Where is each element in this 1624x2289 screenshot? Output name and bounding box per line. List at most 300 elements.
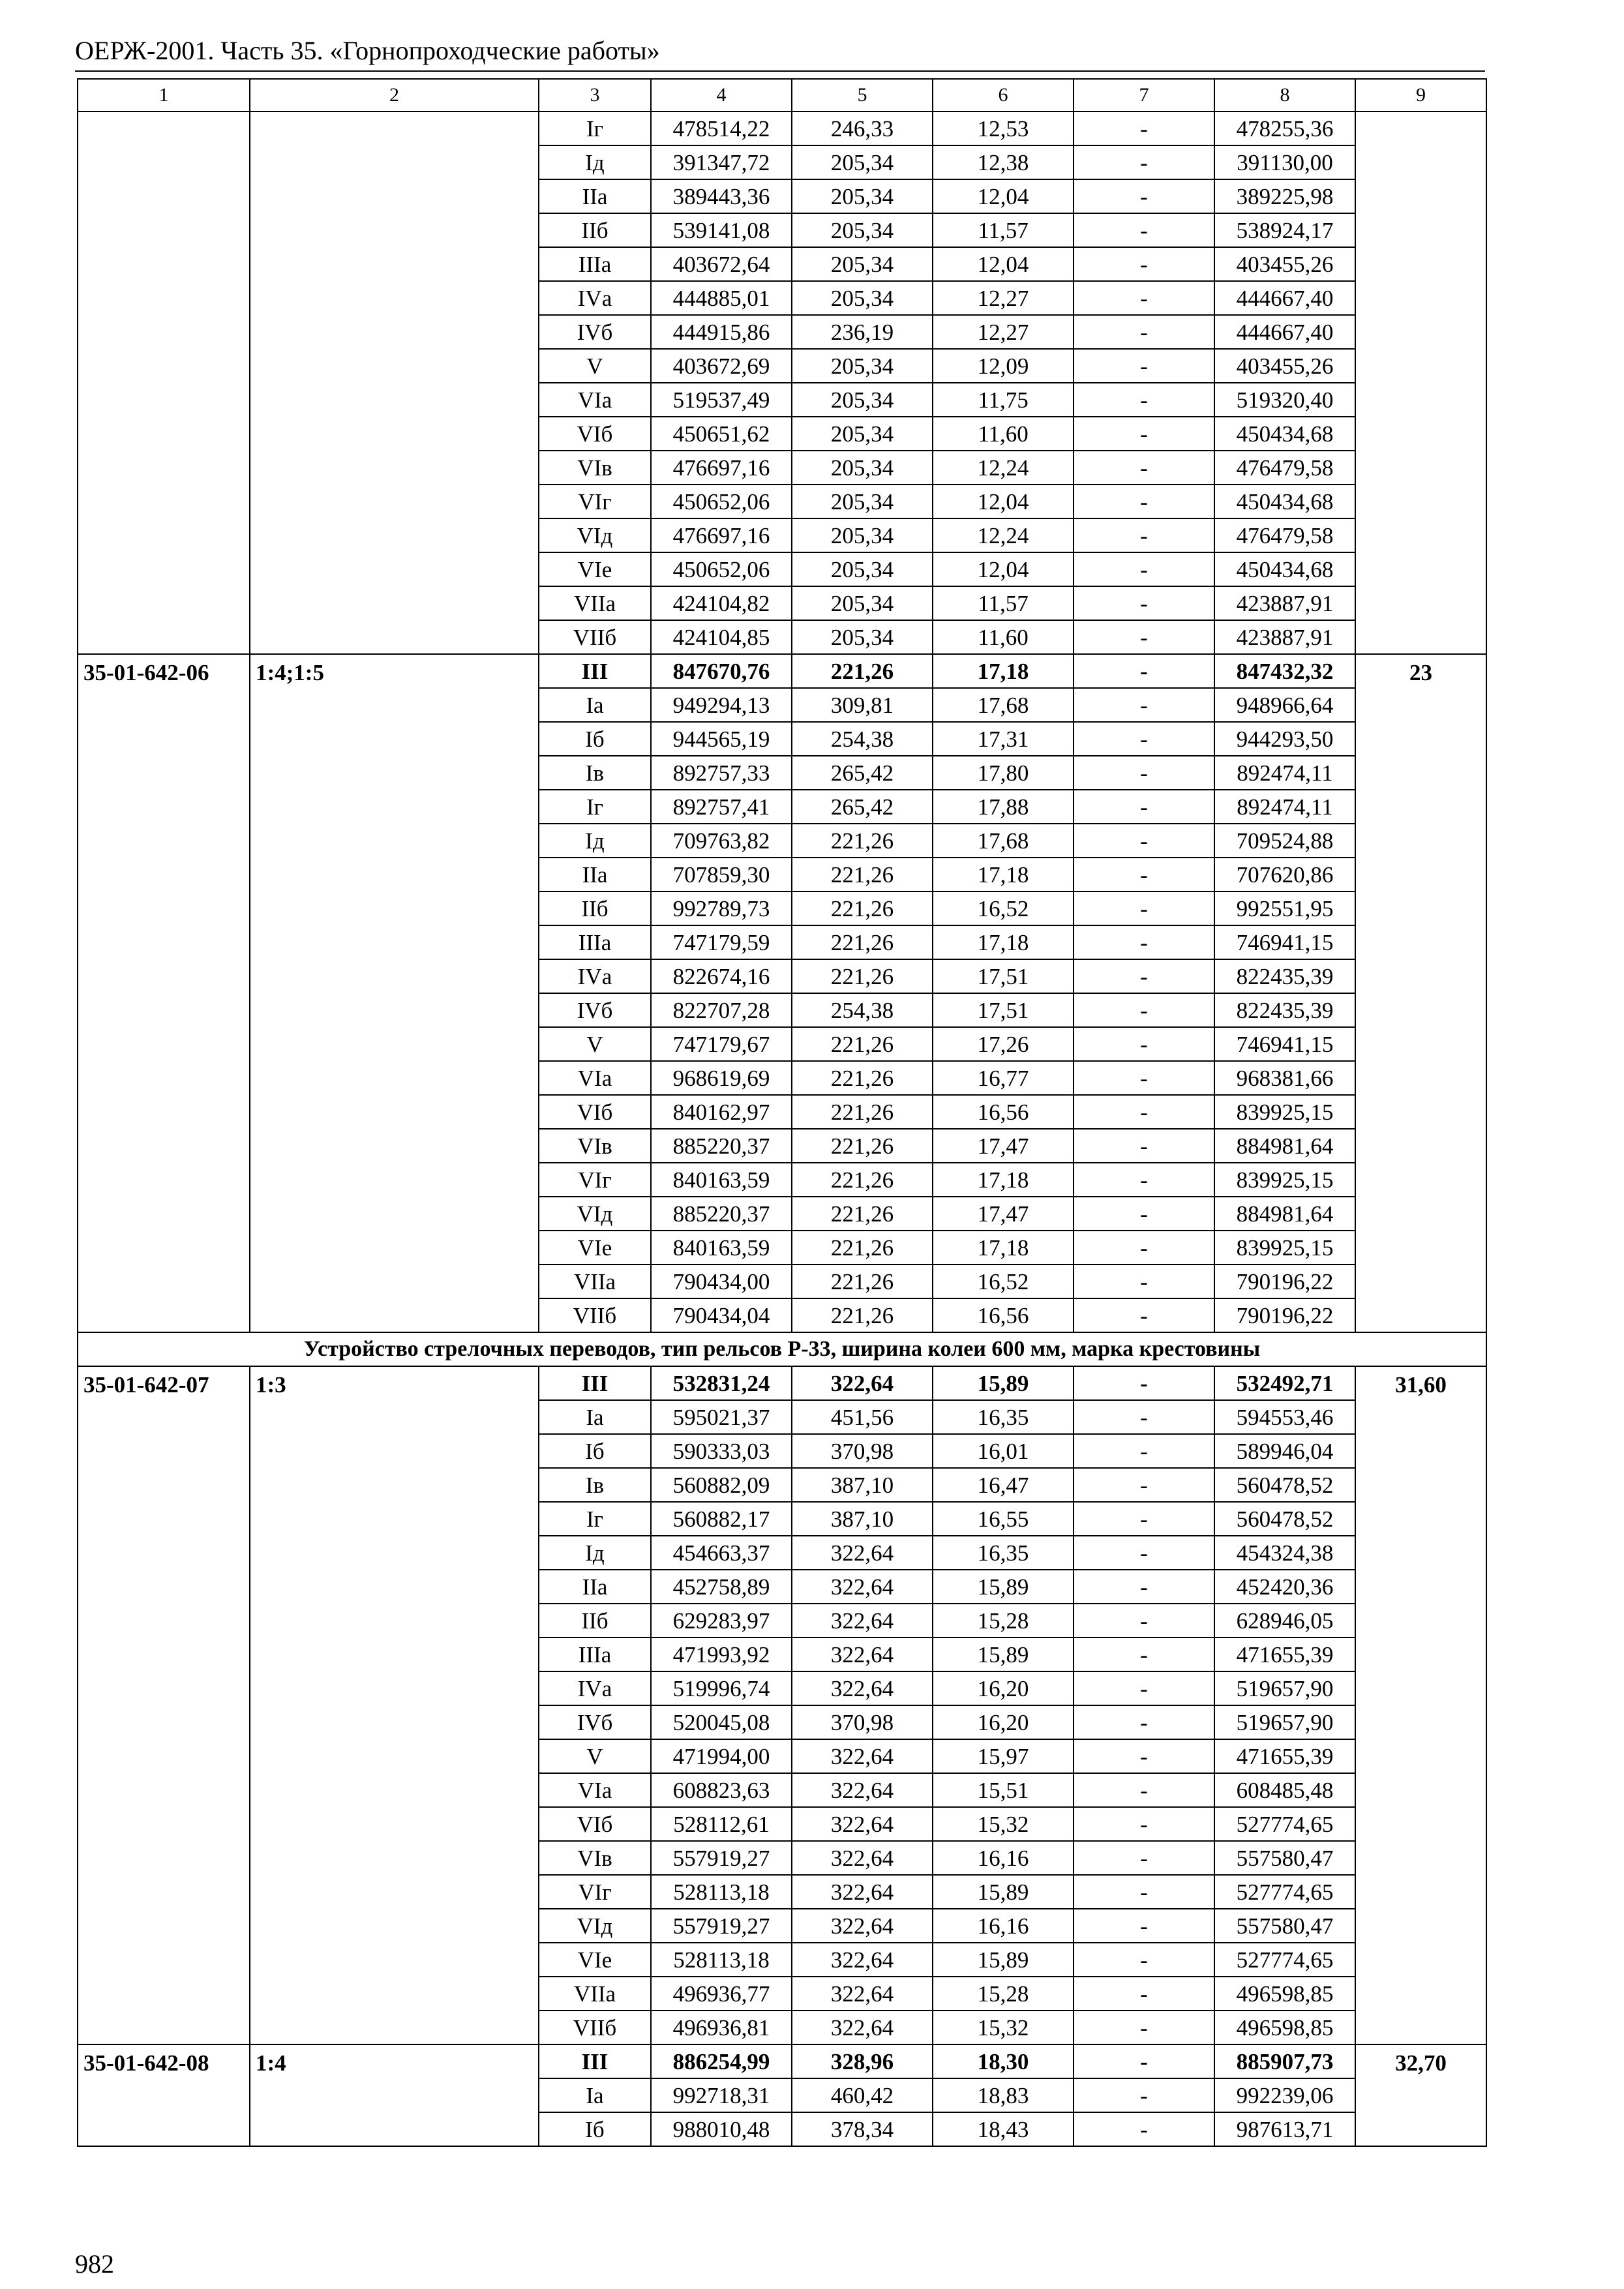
driver-wage-cell: - bbox=[1074, 688, 1214, 722]
category-cell: VIг bbox=[539, 485, 651, 518]
category-cell: VIб bbox=[539, 1807, 651, 1841]
machine-cell: 17,51 bbox=[933, 993, 1074, 1027]
total-cost-cell: 478514,22 bbox=[651, 112, 792, 145]
machine-cell: 12,04 bbox=[933, 485, 1074, 518]
driver-wage-cell: - bbox=[1074, 1604, 1214, 1638]
category-cell: VIIб bbox=[539, 2011, 651, 2044]
total-cost-cell: 892757,33 bbox=[651, 756, 792, 790]
machine-cell: 15,32 bbox=[933, 2011, 1074, 2044]
total-cost-cell: 444915,86 bbox=[651, 315, 792, 349]
crossing-mark-cell: 1:4;1:5 bbox=[250, 654, 539, 1332]
table-row bbox=[78, 112, 1486, 145]
column-number-row bbox=[78, 79, 1486, 112]
material-cost-cell: 707620,86 bbox=[1214, 858, 1355, 891]
material-cost-cell: 560478,52 bbox=[1214, 1468, 1355, 1502]
wage-cell: 221,26 bbox=[792, 1163, 933, 1197]
wage-cell: 328,96 bbox=[792, 2044, 933, 2078]
driver-wage-cell: - bbox=[1074, 1943, 1214, 1977]
driver-wage-cell: - bbox=[1074, 1129, 1214, 1163]
driver-wage-cell: - bbox=[1074, 1502, 1214, 1536]
section-heading-row bbox=[78, 1332, 1486, 1366]
wage-cell: 205,34 bbox=[792, 620, 933, 654]
material-cost-cell: 527774,65 bbox=[1214, 1943, 1355, 1977]
material-cost-cell: 519657,90 bbox=[1214, 1671, 1355, 1705]
category-cell: IVб bbox=[539, 315, 651, 349]
machine-cell: 17,68 bbox=[933, 688, 1074, 722]
machine-cell: 17,18 bbox=[933, 1163, 1074, 1197]
wage-cell: 254,38 bbox=[792, 993, 933, 1027]
total-cost-cell: 885220,37 bbox=[651, 1197, 792, 1231]
category-cell: IIа bbox=[539, 1570, 651, 1604]
category-cell: Iб bbox=[539, 1434, 651, 1468]
driver-wage-cell: - bbox=[1074, 1671, 1214, 1705]
column-number-cell: 4 bbox=[651, 79, 792, 112]
total-cost-cell: 528112,61 bbox=[651, 1807, 792, 1841]
total-cost-cell: 892757,41 bbox=[651, 790, 792, 824]
material-cost-cell: 885907,73 bbox=[1214, 2044, 1355, 2078]
machine-cell: 15,89 bbox=[933, 1875, 1074, 1909]
material-cost-cell: 476479,58 bbox=[1214, 451, 1355, 485]
wage-cell: 322,64 bbox=[792, 1943, 933, 1977]
category-cell: VIIа bbox=[539, 586, 651, 620]
driver-wage-cell: - bbox=[1074, 654, 1214, 688]
driver-wage-cell: - bbox=[1074, 586, 1214, 620]
driver-wage-cell: - bbox=[1074, 824, 1214, 858]
material-cost-cell: 992551,95 bbox=[1214, 891, 1355, 925]
column-number-cell: 8 bbox=[1214, 79, 1355, 112]
machine-cell: 17,26 bbox=[933, 1027, 1074, 1061]
total-cost-cell: 476697,16 bbox=[651, 518, 792, 552]
total-cost-cell: 886254,99 bbox=[651, 2044, 792, 2078]
wage-cell: 205,34 bbox=[792, 145, 933, 179]
material-cost-cell: 594553,46 bbox=[1214, 1400, 1355, 1434]
category-cell: V bbox=[539, 1027, 651, 1061]
driver-wage-cell: - bbox=[1074, 790, 1214, 824]
machine-cell: 17,18 bbox=[933, 925, 1074, 959]
wage-cell: 205,34 bbox=[792, 417, 933, 451]
wage-cell: 221,26 bbox=[792, 858, 933, 891]
machine-cell: 15,51 bbox=[933, 1773, 1074, 1807]
category-cell: VIе bbox=[539, 1943, 651, 1977]
driver-wage-cell: - bbox=[1074, 2011, 1214, 2044]
material-cost-cell: 532492,71 bbox=[1214, 1366, 1355, 1400]
driver-wage-cell: - bbox=[1074, 1468, 1214, 1502]
wage-cell: 221,26 bbox=[792, 1231, 933, 1264]
category-cell: VIд bbox=[539, 1197, 651, 1231]
category-cell: IIIа bbox=[539, 247, 651, 281]
machine-cell: 16,20 bbox=[933, 1705, 1074, 1739]
column-number-cell: 5 bbox=[792, 79, 933, 112]
machine-cell: 11,57 bbox=[933, 586, 1074, 620]
machine-cell: 16,52 bbox=[933, 1264, 1074, 1298]
wage-cell: 370,98 bbox=[792, 1434, 933, 1468]
driver-wage-cell: - bbox=[1074, 959, 1214, 993]
material-cost-cell: 839925,15 bbox=[1214, 1163, 1355, 1197]
material-cost-cell: 790196,22 bbox=[1214, 1298, 1355, 1332]
driver-wage-cell: - bbox=[1074, 552, 1214, 586]
material-cost-cell: 444667,40 bbox=[1214, 315, 1355, 349]
driver-wage-cell: - bbox=[1074, 1231, 1214, 1264]
wage-cell: 205,34 bbox=[792, 349, 933, 383]
material-cost-cell: 519320,40 bbox=[1214, 383, 1355, 417]
rate-code-cell: 35-01-642-08 bbox=[78, 2044, 250, 2146]
wage-cell: 221,26 bbox=[792, 1027, 933, 1061]
material-cost-cell: 454324,38 bbox=[1214, 1536, 1355, 1570]
driver-wage-cell: - bbox=[1074, 315, 1214, 349]
column-number-cell: 9 bbox=[1355, 79, 1486, 112]
wage-cell: 378,34 bbox=[792, 2112, 933, 2146]
driver-wage-cell: - bbox=[1074, 281, 1214, 315]
machine-cell: 12,27 bbox=[933, 281, 1074, 315]
total-cost-cell: 471993,92 bbox=[651, 1638, 792, 1671]
machine-cell: 17,47 bbox=[933, 1129, 1074, 1163]
material-cost-cell: 452420,36 bbox=[1214, 1570, 1355, 1604]
category-cell: VIа bbox=[539, 1061, 651, 1095]
labor-cost-cell: 31,60 bbox=[1355, 1366, 1486, 2044]
category-cell: IVа bbox=[539, 1671, 651, 1705]
material-cost-cell: 944293,50 bbox=[1214, 722, 1355, 756]
category-cell: VIг bbox=[539, 1875, 651, 1909]
driver-wage-cell: - bbox=[1074, 1841, 1214, 1875]
total-cost-cell: 450651,62 bbox=[651, 417, 792, 451]
table-row bbox=[78, 1366, 1486, 1400]
driver-wage-cell: - bbox=[1074, 891, 1214, 925]
wage-cell: 205,34 bbox=[792, 213, 933, 247]
category-cell: Iв bbox=[539, 756, 651, 790]
total-cost-cell: 840163,59 bbox=[651, 1231, 792, 1264]
material-cost-cell: 450434,68 bbox=[1214, 552, 1355, 586]
machine-cell: 17,68 bbox=[933, 824, 1074, 858]
wage-cell: 205,34 bbox=[792, 552, 933, 586]
table-row bbox=[78, 2044, 1486, 2078]
machine-cell: 16,16 bbox=[933, 1909, 1074, 1943]
labor-cost-cell: 23 bbox=[1355, 654, 1486, 1332]
total-cost-cell: 424104,85 bbox=[651, 620, 792, 654]
driver-wage-cell: - bbox=[1074, 1909, 1214, 1943]
machine-cell: 18,43 bbox=[933, 2112, 1074, 2146]
material-cost-cell: 471655,39 bbox=[1214, 1638, 1355, 1671]
total-cost-cell: 992718,31 bbox=[651, 2078, 792, 2112]
total-cost-cell: 847670,76 bbox=[651, 654, 792, 688]
material-cost-cell: 403455,26 bbox=[1214, 349, 1355, 383]
total-cost-cell: 608823,63 bbox=[651, 1773, 792, 1807]
material-cost-cell: 527774,65 bbox=[1214, 1807, 1355, 1841]
driver-wage-cell: - bbox=[1074, 1197, 1214, 1231]
wage-cell: 387,10 bbox=[792, 1468, 933, 1502]
category-cell: VIд bbox=[539, 518, 651, 552]
total-cost-cell: 629283,97 bbox=[651, 1604, 792, 1638]
wage-cell: 236,19 bbox=[792, 315, 933, 349]
machine-cell: 16,16 bbox=[933, 1841, 1074, 1875]
material-cost-cell: 628946,05 bbox=[1214, 1604, 1355, 1638]
material-cost-cell: 389225,98 bbox=[1214, 179, 1355, 213]
column-number-cell: 1 bbox=[78, 79, 250, 112]
total-cost-cell: 790434,00 bbox=[651, 1264, 792, 1298]
material-cost-cell: 884981,64 bbox=[1214, 1129, 1355, 1163]
table-row bbox=[78, 654, 1486, 688]
machine-cell: 17,51 bbox=[933, 959, 1074, 993]
material-cost-cell: 822435,39 bbox=[1214, 959, 1355, 993]
driver-wage-cell: - bbox=[1074, 451, 1214, 485]
material-cost-cell: 471655,39 bbox=[1214, 1739, 1355, 1773]
wage-cell: 322,64 bbox=[792, 1570, 933, 1604]
machine-cell: 16,47 bbox=[933, 1468, 1074, 1502]
driver-wage-cell: - bbox=[1074, 112, 1214, 145]
machine-cell: 17,31 bbox=[933, 722, 1074, 756]
category-cell: VIIб bbox=[539, 1298, 651, 1332]
driver-wage-cell: - bbox=[1074, 1163, 1214, 1197]
total-cost-cell: 532831,24 bbox=[651, 1366, 792, 1400]
machine-cell: 12,09 bbox=[933, 349, 1074, 383]
driver-wage-cell: - bbox=[1074, 756, 1214, 790]
machine-cell: 17,18 bbox=[933, 654, 1074, 688]
machine-cell: 11,60 bbox=[933, 417, 1074, 451]
total-cost-cell: 403672,64 bbox=[651, 247, 792, 281]
material-cost-cell: 423887,91 bbox=[1214, 586, 1355, 620]
total-cost-cell: 391347,72 bbox=[651, 145, 792, 179]
driver-wage-cell: - bbox=[1074, 247, 1214, 281]
wage-cell: 322,64 bbox=[792, 1773, 933, 1807]
total-cost-cell: 444885,01 bbox=[651, 281, 792, 315]
total-cost-cell: 944565,19 bbox=[651, 722, 792, 756]
driver-wage-cell: - bbox=[1074, 925, 1214, 959]
machine-cell: 11,57 bbox=[933, 213, 1074, 247]
driver-wage-cell: - bbox=[1074, 1570, 1214, 1604]
material-cost-cell: 589946,04 bbox=[1214, 1434, 1355, 1468]
total-cost-cell: 822707,28 bbox=[651, 993, 792, 1027]
total-cost-cell: 528113,18 bbox=[651, 1875, 792, 1909]
material-cost-cell: 822435,39 bbox=[1214, 993, 1355, 1027]
material-cost-cell: 709524,88 bbox=[1214, 824, 1355, 858]
driver-wage-cell: - bbox=[1074, 620, 1214, 654]
material-cost-cell: 968381,66 bbox=[1214, 1061, 1355, 1095]
material-cost-cell: 839925,15 bbox=[1214, 1231, 1355, 1264]
wage-cell: 221,26 bbox=[792, 925, 933, 959]
driver-wage-cell: - bbox=[1074, 1264, 1214, 1298]
total-cost-cell: 949294,13 bbox=[651, 688, 792, 722]
machine-cell: 16,56 bbox=[933, 1095, 1074, 1129]
wage-cell: 221,26 bbox=[792, 1298, 933, 1332]
machine-cell: 12,24 bbox=[933, 518, 1074, 552]
wage-cell: 265,42 bbox=[792, 790, 933, 824]
labor-cost-cell bbox=[1355, 112, 1486, 654]
machine-cell: 15,32 bbox=[933, 1807, 1074, 1841]
driver-wage-cell: - bbox=[1074, 1739, 1214, 1773]
machine-cell: 16,01 bbox=[933, 1434, 1074, 1468]
rates-table bbox=[77, 78, 1487, 2147]
material-cost-cell: 496598,85 bbox=[1214, 2011, 1355, 2044]
category-cell: IIIа bbox=[539, 925, 651, 959]
category-cell: Iв bbox=[539, 1468, 651, 1502]
rate-code-cell bbox=[78, 112, 250, 654]
total-cost-cell: 885220,37 bbox=[651, 1129, 792, 1163]
wage-cell: 322,64 bbox=[792, 1638, 933, 1671]
total-cost-cell: 519996,74 bbox=[651, 1671, 792, 1705]
wage-cell: 221,26 bbox=[792, 824, 933, 858]
rate-code-cell: 35-01-642-07 bbox=[78, 1366, 250, 2044]
machine-cell: 17,47 bbox=[933, 1197, 1074, 1231]
machine-cell: 16,77 bbox=[933, 1061, 1074, 1095]
driver-wage-cell: - bbox=[1074, 2078, 1214, 2112]
machine-cell: 12,38 bbox=[933, 145, 1074, 179]
total-cost-cell: 471994,00 bbox=[651, 1739, 792, 1773]
machine-cell: 12,27 bbox=[933, 315, 1074, 349]
wage-cell: 322,64 bbox=[792, 1841, 933, 1875]
material-cost-cell: 987613,71 bbox=[1214, 2112, 1355, 2146]
machine-cell: 12,53 bbox=[933, 112, 1074, 145]
material-cost-cell: 790196,22 bbox=[1214, 1264, 1355, 1298]
material-cost-cell: 608485,48 bbox=[1214, 1773, 1355, 1807]
driver-wage-cell: - bbox=[1074, 213, 1214, 247]
machine-cell: 16,56 bbox=[933, 1298, 1074, 1332]
material-cost-cell: 527774,65 bbox=[1214, 1875, 1355, 1909]
material-cost-cell: 560478,52 bbox=[1214, 1502, 1355, 1536]
material-cost-cell: 557580,47 bbox=[1214, 1841, 1355, 1875]
total-cost-cell: 840162,97 bbox=[651, 1095, 792, 1129]
column-number-cell: 2 bbox=[250, 79, 539, 112]
machine-cell: 16,20 bbox=[933, 1671, 1074, 1705]
wage-cell: 221,26 bbox=[792, 959, 933, 993]
machine-cell: 16,52 bbox=[933, 891, 1074, 925]
total-cost-cell: 389443,36 bbox=[651, 179, 792, 213]
material-cost-cell: 496598,85 bbox=[1214, 1977, 1355, 2011]
driver-wage-cell: - bbox=[1074, 1434, 1214, 1468]
driver-wage-cell: - bbox=[1074, 1807, 1214, 1841]
total-cost-cell: 528113,18 bbox=[651, 1943, 792, 1977]
total-cost-cell: 790434,04 bbox=[651, 1298, 792, 1332]
wage-cell: 205,34 bbox=[792, 281, 933, 315]
category-cell: VIIа bbox=[539, 1264, 651, 1298]
category-cell: VIа bbox=[539, 1773, 651, 1807]
machine-cell: 15,89 bbox=[933, 1366, 1074, 1400]
material-cost-cell: 892474,11 bbox=[1214, 756, 1355, 790]
driver-wage-cell: - bbox=[1074, 1027, 1214, 1061]
wage-cell: 205,34 bbox=[792, 383, 933, 417]
material-cost-cell: 746941,15 bbox=[1214, 1027, 1355, 1061]
material-cost-cell: 538924,17 bbox=[1214, 213, 1355, 247]
machine-cell: 12,04 bbox=[933, 179, 1074, 213]
column-number-cell: 6 bbox=[933, 79, 1074, 112]
total-cost-cell: 988010,48 bbox=[651, 2112, 792, 2146]
category-cell: V bbox=[539, 1739, 651, 1773]
total-cost-cell: 840163,59 bbox=[651, 1163, 792, 1197]
driver-wage-cell: - bbox=[1074, 722, 1214, 756]
wage-cell: 205,34 bbox=[792, 485, 933, 518]
driver-wage-cell: - bbox=[1074, 1773, 1214, 1807]
material-cost-cell: 847432,32 bbox=[1214, 654, 1355, 688]
category-cell: VIа bbox=[539, 383, 651, 417]
category-cell: Iг bbox=[539, 112, 651, 145]
category-cell: Iа bbox=[539, 2078, 651, 2112]
driver-wage-cell: - bbox=[1074, 1638, 1214, 1671]
material-cost-cell: 444667,40 bbox=[1214, 281, 1355, 315]
category-cell: VIIа bbox=[539, 1977, 651, 2011]
material-cost-cell: 839925,15 bbox=[1214, 1095, 1355, 1129]
category-cell: IIб bbox=[539, 891, 651, 925]
wage-cell: 221,26 bbox=[792, 1129, 933, 1163]
category-cell: VIб bbox=[539, 417, 651, 451]
category-cell: III bbox=[539, 2044, 651, 2078]
material-cost-cell: 423887,91 bbox=[1214, 620, 1355, 654]
material-cost-cell: 948966,64 bbox=[1214, 688, 1355, 722]
category-cell: VIIб bbox=[539, 620, 651, 654]
total-cost-cell: 709763,82 bbox=[651, 824, 792, 858]
material-cost-cell: 450434,68 bbox=[1214, 417, 1355, 451]
page-number: 982 bbox=[75, 2249, 114, 2279]
wage-cell: 322,64 bbox=[792, 1604, 933, 1638]
category-cell: Iд bbox=[539, 145, 651, 179]
category-cell: VIв bbox=[539, 1841, 651, 1875]
total-cost-cell: 496936,81 bbox=[651, 2011, 792, 2044]
total-cost-cell: 454663,37 bbox=[651, 1536, 792, 1570]
wage-cell: 322,64 bbox=[792, 1366, 933, 1400]
driver-wage-cell: - bbox=[1074, 383, 1214, 417]
column-number-cell: 7 bbox=[1074, 79, 1214, 112]
driver-wage-cell: - bbox=[1074, 1977, 1214, 2011]
total-cost-cell: 450652,06 bbox=[651, 485, 792, 518]
machine-cell: 16,35 bbox=[933, 1536, 1074, 1570]
total-cost-cell: 496936,77 bbox=[651, 1977, 792, 2011]
machine-cell: 15,28 bbox=[933, 1604, 1074, 1638]
driver-wage-cell: - bbox=[1074, 1400, 1214, 1434]
category-cell: IIIа bbox=[539, 1638, 651, 1671]
crossing-mark-cell: 1:4 bbox=[250, 2044, 539, 2146]
wage-cell: 221,26 bbox=[792, 1061, 933, 1095]
labor-cost-cell: 32,70 bbox=[1355, 2044, 1486, 2146]
rate-code-cell: 35-01-642-06 bbox=[78, 654, 250, 1332]
category-cell: IIб bbox=[539, 1604, 651, 1638]
total-cost-cell: 747179,67 bbox=[651, 1027, 792, 1061]
total-cost-cell: 476697,16 bbox=[651, 451, 792, 485]
material-cost-cell: 519657,90 bbox=[1214, 1705, 1355, 1739]
driver-wage-cell: - bbox=[1074, 1366, 1214, 1400]
category-cell: IIа bbox=[539, 179, 651, 213]
wage-cell: 322,64 bbox=[792, 2011, 933, 2044]
wage-cell: 322,64 bbox=[792, 1739, 933, 1773]
category-cell: Iг bbox=[539, 1502, 651, 1536]
machine-cell: 12,04 bbox=[933, 552, 1074, 586]
driver-wage-cell: - bbox=[1074, 1536, 1214, 1570]
machine-cell: 15,89 bbox=[933, 1638, 1074, 1671]
driver-wage-cell: - bbox=[1074, 518, 1214, 552]
total-cost-cell: 557919,27 bbox=[651, 1841, 792, 1875]
category-cell: IIа bbox=[539, 858, 651, 891]
wage-cell: 246,33 bbox=[792, 112, 933, 145]
machine-cell: 17,88 bbox=[933, 790, 1074, 824]
material-cost-cell: 450434,68 bbox=[1214, 485, 1355, 518]
driver-wage-cell: - bbox=[1074, 2112, 1214, 2146]
driver-wage-cell: - bbox=[1074, 2044, 1214, 2078]
wage-cell: 451,56 bbox=[792, 1400, 933, 1434]
driver-wage-cell: - bbox=[1074, 1095, 1214, 1129]
material-cost-cell: 746941,15 bbox=[1214, 925, 1355, 959]
total-cost-cell: 557919,27 bbox=[651, 1909, 792, 1943]
total-cost-cell: 968619,69 bbox=[651, 1061, 792, 1095]
crossing-mark-cell bbox=[250, 112, 539, 654]
driver-wage-cell: - bbox=[1074, 349, 1214, 383]
machine-cell: 17,18 bbox=[933, 1231, 1074, 1264]
wage-cell: 205,34 bbox=[792, 518, 933, 552]
driver-wage-cell: - bbox=[1074, 485, 1214, 518]
material-cost-cell: 391130,00 bbox=[1214, 145, 1355, 179]
wage-cell: 205,34 bbox=[792, 179, 933, 213]
material-cost-cell: 476479,58 bbox=[1214, 518, 1355, 552]
machine-cell: 18,30 bbox=[933, 2044, 1074, 2078]
header-divider bbox=[75, 70, 1485, 72]
total-cost-cell: 992789,73 bbox=[651, 891, 792, 925]
total-cost-cell: 707859,30 bbox=[651, 858, 792, 891]
wage-cell: 221,26 bbox=[792, 891, 933, 925]
